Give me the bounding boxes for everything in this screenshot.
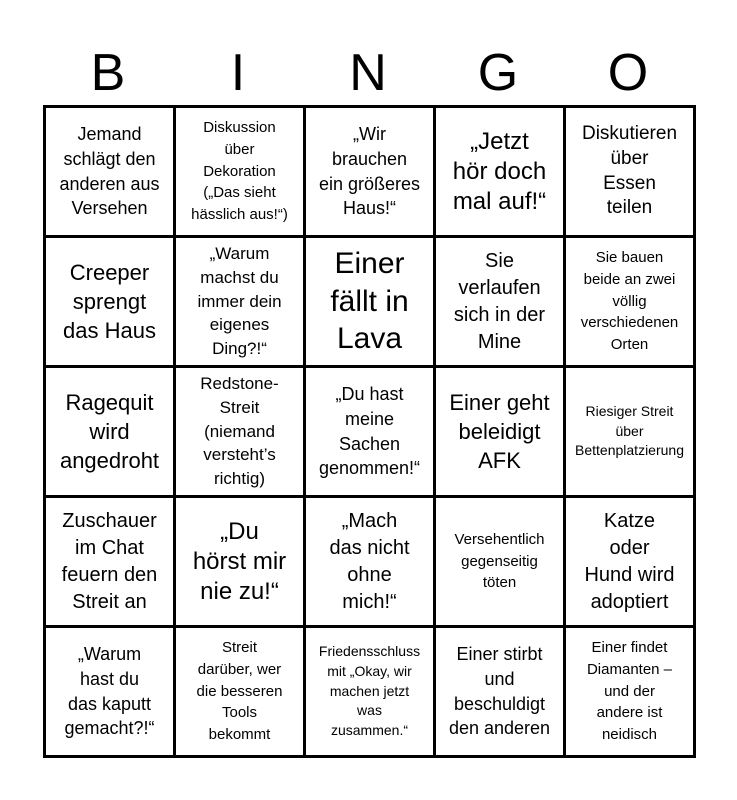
- cell-text: Diskutieren über Essen teilen: [581, 123, 678, 219]
- cell-text: „Warum machst du immer dein eigenes Ding?!“: [197, 244, 282, 359]
- bingo-cell: [306, 368, 433, 495]
- bingo-cell: [46, 108, 173, 235]
- bingo-cell: [46, 368, 173, 495]
- bingo-cell: [46, 498, 173, 625]
- bingo-header: [43, 40, 694, 106]
- bingo-cell: [306, 238, 433, 365]
- cell-text: Zuschauer im Chat feuern den Streit an: [61, 509, 158, 613]
- cell-text: „Warum hast du das kaputt gemacht?!“: [64, 643, 155, 739]
- bingo-cell: [46, 238, 173, 365]
- cell-text: Creeper sprengt das Haus: [63, 259, 156, 344]
- cell-text: Streit darüber, wer die besseren Tools bekommt: [196, 639, 283, 744]
- header-letter-b: B: [90, 44, 126, 102]
- bingo-cell: [176, 498, 303, 625]
- cell-text: „Mach das nicht ohne mich!“: [329, 509, 410, 613]
- cell-text: Jemand schlägt den anderen aus Versehen: [59, 123, 160, 219]
- bingo-board: [43, 105, 696, 758]
- cell-text: Einer findet Diamanten – und der andere ist neidisch: [586, 639, 673, 744]
- bingo-cell: [176, 108, 303, 235]
- cell-text: Einer fällt in Lava: [330, 247, 409, 356]
- bingo-cell: [436, 108, 563, 235]
- cell-text: „Du hörst mir nie zu!“: [192, 517, 287, 605]
- bingo-cell: [436, 628, 563, 755]
- bingo-cell: [436, 368, 563, 495]
- header-letter-n: N: [349, 44, 387, 102]
- cell-text: Riesiger Streit über Bettenplatzierung: [575, 402, 684, 459]
- bingo-cell: [306, 498, 433, 625]
- cell-text: Versehentlich gegenseitig töten: [454, 530, 545, 592]
- cell-text: Ragequit wird angedroht: [59, 389, 160, 474]
- bingo-cell: [436, 498, 563, 625]
- cell-text: Einer stirbt und beschuldigt den anderen: [448, 643, 551, 739]
- bingo-cell: [566, 498, 693, 625]
- bingo-cell: [436, 238, 563, 365]
- header-letter-g: G: [477, 44, 519, 102]
- bingo-cell: [566, 108, 693, 235]
- cell-text: Redstone- Streit (niemand versteht’s richtig): [200, 374, 279, 489]
- cell-text: Friedensschluss mit „Okay, wir machen jetzt was zusammen.“: [318, 642, 421, 739]
- bingo-cell: [306, 108, 433, 235]
- bingo-cell: [566, 628, 693, 755]
- bingo-cell: [176, 628, 303, 755]
- bingo-cell: [176, 238, 303, 365]
- cell-text: „Du hast meine Sachen genommen!“: [318, 383, 421, 479]
- bingo-cell: [566, 238, 693, 365]
- cell-text: „Jetzt hör doch mal auf!“: [452, 127, 547, 215]
- header-letter-o: O: [607, 44, 649, 102]
- bingo-cell: [306, 628, 433, 755]
- cell-text: Diskussion über Dekoration („Das sieht hässlich aus!“): [191, 119, 288, 224]
- bingo-cell: [176, 368, 303, 495]
- header-letter-i: I: [230, 44, 246, 102]
- cell-text: Einer geht beleidigt AFK: [449, 389, 550, 474]
- cell-text: Sie verlaufen sich in der Mine: [453, 249, 546, 353]
- cell-text: Sie bauen beide an zwei völlig verschiedenen Orten: [580, 249, 679, 354]
- bingo-cell: [46, 628, 173, 755]
- bingo-cell: [566, 368, 693, 495]
- cell-text: „Wir brauchen ein größeres Haus!“: [318, 123, 421, 219]
- cell-text: Katze oder Hund wird adoptiert: [584, 509, 675, 613]
